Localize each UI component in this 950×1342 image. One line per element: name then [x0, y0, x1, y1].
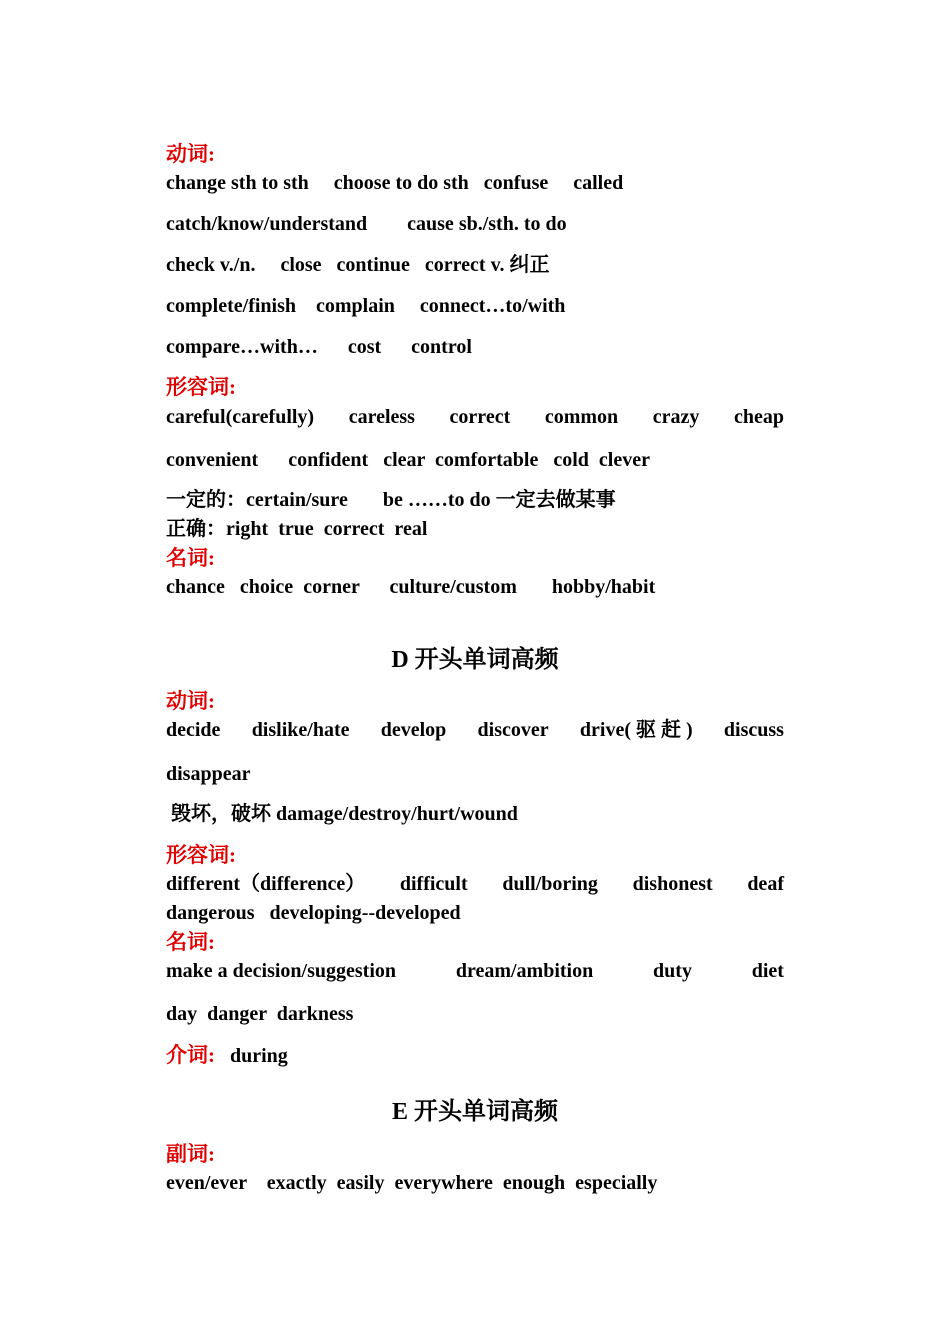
d-nouns-label: 名词:: [166, 930, 215, 954]
d-nouns-line-1: [166, 959, 784, 983]
c-adjectives-label: 形容词:: [166, 375, 236, 399]
word: difficult: [399, 873, 468, 895]
word: cheap: [733, 406, 784, 428]
c-verbs-line-3: check v./n. close continue correct v. 纠正: [166, 254, 550, 276]
d-prepositions-label: 介词:: [166, 1043, 215, 1067]
d-section-heading: D 开头单词高频: [391, 647, 559, 673]
word: during: [230, 1045, 288, 1067]
word: discover: [477, 719, 549, 741]
word: deaf: [747, 873, 784, 895]
c-verbs-line-5: compare…with… cost control: [166, 336, 472, 358]
d-verbs-line-1: [166, 718, 784, 742]
word: careless: [348, 406, 415, 428]
word: drive( 驱 赶 ): [579, 719, 693, 741]
word: common: [544, 406, 619, 428]
word: crazy: [652, 406, 700, 428]
word: dream/ambition: [455, 960, 594, 982]
word: dishonest: [632, 873, 713, 895]
d-adjectives-line-2: dangerous developing--developed: [166, 902, 461, 924]
d-verbs-line-3: 毁坏，破坏 damage/destroy/hurt/wound: [166, 803, 518, 825]
word: correct: [449, 406, 511, 428]
e-adverbs-line: even/ever exactly easily everywhere enough especially: [166, 1172, 658, 1194]
c-adjectives-line-3: 一定的：certain/sure be ……to do 一定去做某事: [166, 489, 616, 511]
c-adjectives-line-4: 正确：right true correct real: [166, 518, 428, 540]
d-prepositions-line: [166, 1043, 288, 1068]
word: different（difference）: [166, 873, 366, 895]
word: dull/boring: [502, 873, 598, 895]
e-adverbs-label: 副词:: [166, 1142, 215, 1166]
word: duty: [653, 960, 692, 982]
c-verbs-line-4: complete/finish complain connect…to/with: [166, 295, 566, 317]
d-adjectives-line-1: [166, 872, 784, 896]
d-nouns-line-2: day danger darkness: [166, 1003, 354, 1025]
d-verbs-label: 动词:: [166, 689, 215, 713]
c-adjectives-line-2: convenient confident clear comfortable cold clever: [166, 449, 650, 471]
word: careful(carefully): [166, 406, 315, 428]
word: decide: [166, 719, 221, 741]
c-adjectives-line-1: [166, 405, 784, 429]
word: diet: [751, 960, 784, 982]
d-adjectives-label: 形容词:: [166, 843, 236, 867]
c-verbs-line-2: catch/know/understand cause sb./sth. to do: [166, 213, 567, 235]
word: discuss: [723, 719, 784, 741]
word: dislike/hate: [251, 719, 350, 741]
e-section-heading: E 开头单词高频: [391, 1099, 558, 1125]
c-nouns-label: 名词:: [166, 546, 215, 570]
d-verbs-line-2: disappear: [166, 763, 251, 785]
c-verbs-label: 动词:: [166, 142, 215, 166]
word: make a decision/suggestion: [166, 960, 397, 982]
c-nouns-line: chance choice corner culture/custom hobby/habit: [166, 576, 656, 598]
word: develop: [380, 719, 447, 741]
c-verbs-line-1: change sth to sth choose to do sth confuse called: [166, 172, 624, 194]
